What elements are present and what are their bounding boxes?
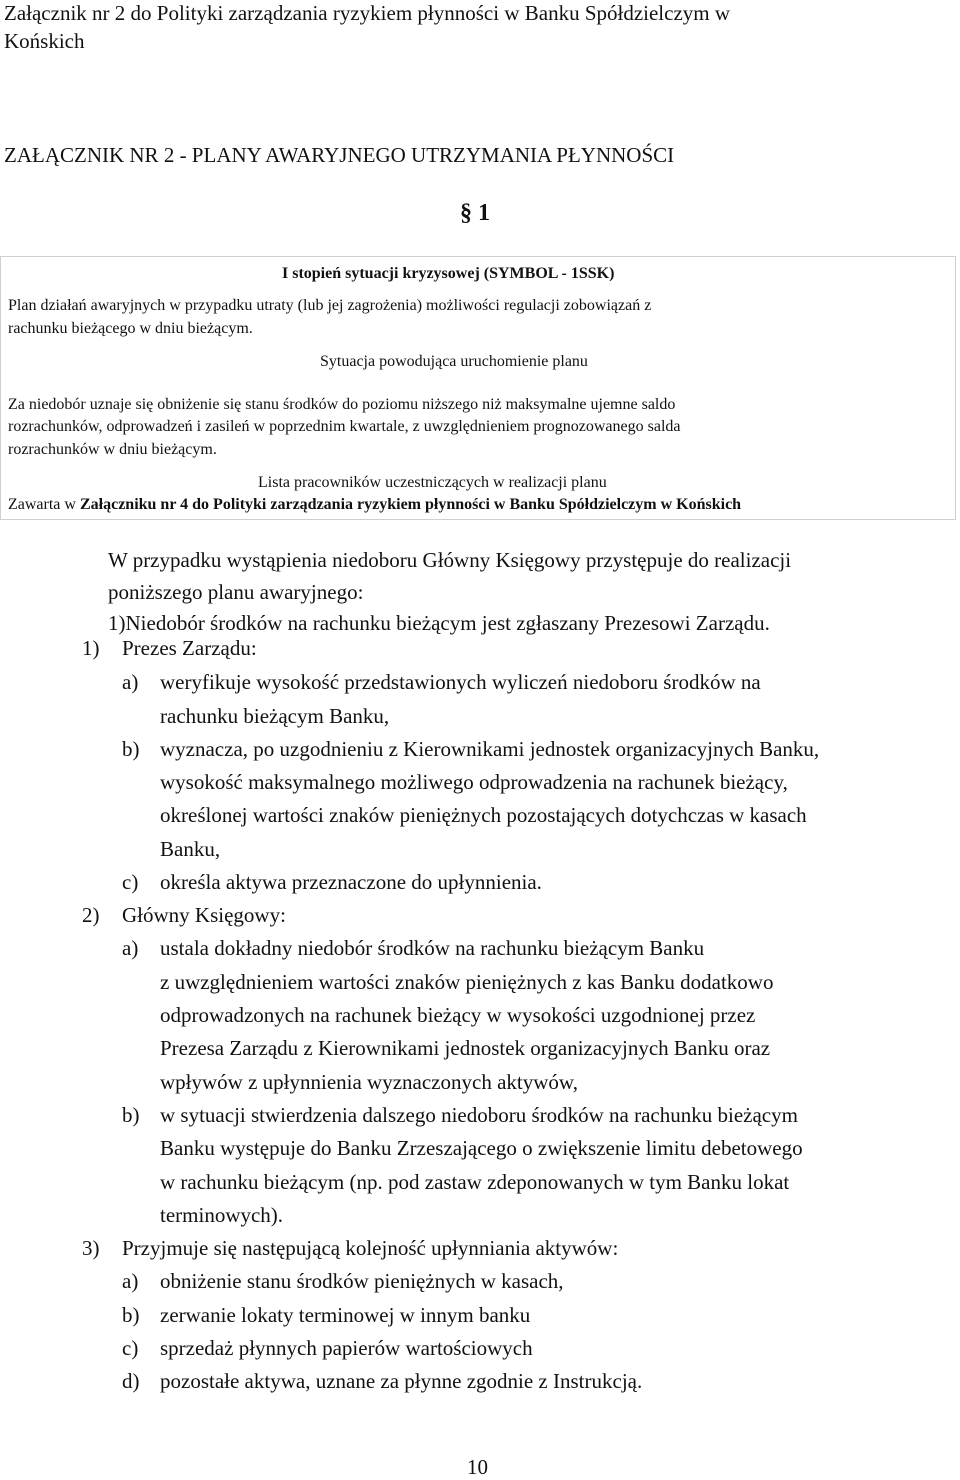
list-item-3-title: Przyjmuje się następującą kolejność upłynniania aktywów: [122, 1236, 619, 1260]
list-item-2a-letter: a) [122, 936, 139, 960]
plan-description-line-2: rachunku bieżącego w dniu bieżącym. [8, 320, 253, 337]
list-item-2a-line-2: z uwzględnieniem wartości znaków pieniężnych z kas Banku dodatkowo [160, 970, 774, 994]
trigger-text-line-1: Za niedobór uznaje się obniżenie się stanu środków do poziomu niższego niż maksymalne ujemne saldo [8, 396, 676, 413]
list-item-2a-line-3: odprowadzonych na rachunek bieżący w wysokości uzgodnionej przez [160, 1003, 756, 1027]
main-heading: ZAŁĄCZNIK NR 2 - PLANY AWARYJNEGO UTRZYMANIA PŁYNNOŚCI [4, 143, 675, 167]
list-item-1c-line-1: określa aktywa przeznaczone do upłynnienia. [160, 870, 542, 894]
document-header-line-1: Załącznik nr 2 do Polityki zarządzania ryzykiem płynności w Banku Spółdzielczym w [4, 1, 731, 25]
list-item-2b-line-2: Banku występuje do Banku Zrzeszającego o zwiększenie limitu debetowego [160, 1136, 803, 1160]
list-item-3a-line-1: obniżenie stanu środków pieniężnych w kasach, [160, 1269, 564, 1293]
staff-list-prefix: Zawarta w [8, 496, 80, 513]
trigger-text-line-2: rozrachunków, odprowadzeń i zasileń w poprzednim kwartale, z uwzględnieniem prognozowanego salda [8, 418, 681, 435]
list-item-1c-letter: c) [122, 870, 139, 894]
list-item-2a-line-1: ustala dokładny niedobór środków na rachunku bieżącym Banku [160, 936, 705, 960]
list-item-1b-line-1: wyznacza, po uzgodnieniu z Kierownikami jednostek organizacyjnych Banku, [160, 737, 820, 761]
list-item-1-title: Prezes Zarządu: [122, 636, 257, 660]
crisis-level-title: I stopień sytuacji kryzysowej (SYMBOL - 1SSK) [282, 265, 615, 282]
list-item-2-title: Główny Księgowy: [122, 903, 286, 927]
trigger-heading: Sytuacja powodująca uruchomienie planu [320, 353, 588, 370]
list-item-2b-line-3: w rachunku bieżącym (np. pod zastaw zdeponowanych w tym Banku lokat [160, 1170, 790, 1194]
intro-line-1: W przypadku wystąpienia niedoboru Główny Księgowy przystępuje do realizacji [108, 548, 792, 572]
list-item-1-number: 1) [82, 636, 100, 660]
staff-list-reference [8, 496, 741, 514]
list-item-3c-letter: c) [122, 1336, 139, 1360]
list-item-1a-letter: a) [122, 670, 139, 694]
list-item-3d-line-1: pozostałe aktywa, uznane za płynne zgodnie z Instrukcją. [160, 1369, 643, 1393]
list-item-3b-line-1: zerwanie lokaty terminowej w innym banku [160, 1303, 531, 1327]
list-item-1a-line-1: weryfikuje wysokość przedstawionych wyliczeń niedoboru środków na [160, 670, 761, 694]
page-number: 10 [467, 1455, 488, 1479]
list-item-2a-line-5: wpływów z upłynnienia wyznaczonych aktywów, [160, 1070, 578, 1094]
list-item-2-number: 2) [82, 903, 100, 927]
staff-list-attachment-reference: Załączniku nr 4 do Polityki zarządzania ryzykiem płynności w Banku Spółdzielczym w Końskich [79, 496, 742, 513]
plan-description-line-1: Plan działań awaryjnych w przypadku utraty (lub jej zagrożenia) możliwości regulacji zobowiązań z [8, 297, 652, 314]
staff-list-heading: Lista pracowników uczestniczących w realizacji planu [258, 474, 607, 491]
section-mark: § 1 [460, 200, 490, 226]
list-item-1b-line-3: określonej wartości znaków pieniężnych pozostających dotychczas w kasach [160, 803, 807, 827]
intro-line-2: poniższego planu awaryjnego: [108, 580, 364, 604]
list-item-1b-letter: b) [122, 737, 140, 761]
document-header-line-2: Końskich [4, 29, 85, 53]
list-item-2b-line-4: terminowych). [160, 1203, 284, 1227]
list-item-3a-letter: a) [122, 1269, 139, 1293]
list-item-1b-line-2: wysokość maksymalnego możliwego odprowadzenia na rachunek bieżący, [160, 770, 788, 794]
list-item-1b-line-4: Banku, [160, 837, 221, 861]
list-item-2b-line-1: w sytuacji stwierdzenia dalszego niedoboru środków na rachunku bieżącym [160, 1103, 798, 1127]
list-item-3c-line-1: sprzedaż płynnych papierów wartościowych [160, 1336, 533, 1360]
intro-line-3: 1)Niedobór środków na rachunku bieżącym jest zgłaszany Prezesowi Zarządu. [108, 611, 770, 635]
trigger-text-line-3: rozrachunków w dniu bieżącym. [8, 441, 217, 458]
list-item-1a-line-2: rachunku bieżącym Banku, [160, 704, 390, 728]
list-item-2a-line-4: Prezesa Zarządu z Kierownikami jednostek organizacyjnych Banku oraz [160, 1036, 771, 1060]
list-item-2b-letter: b) [122, 1103, 140, 1127]
list-item-3d-letter: d) [122, 1369, 140, 1393]
list-item-3-number: 3) [82, 1236, 100, 1260]
list-item-3b-letter: b) [122, 1303, 140, 1327]
